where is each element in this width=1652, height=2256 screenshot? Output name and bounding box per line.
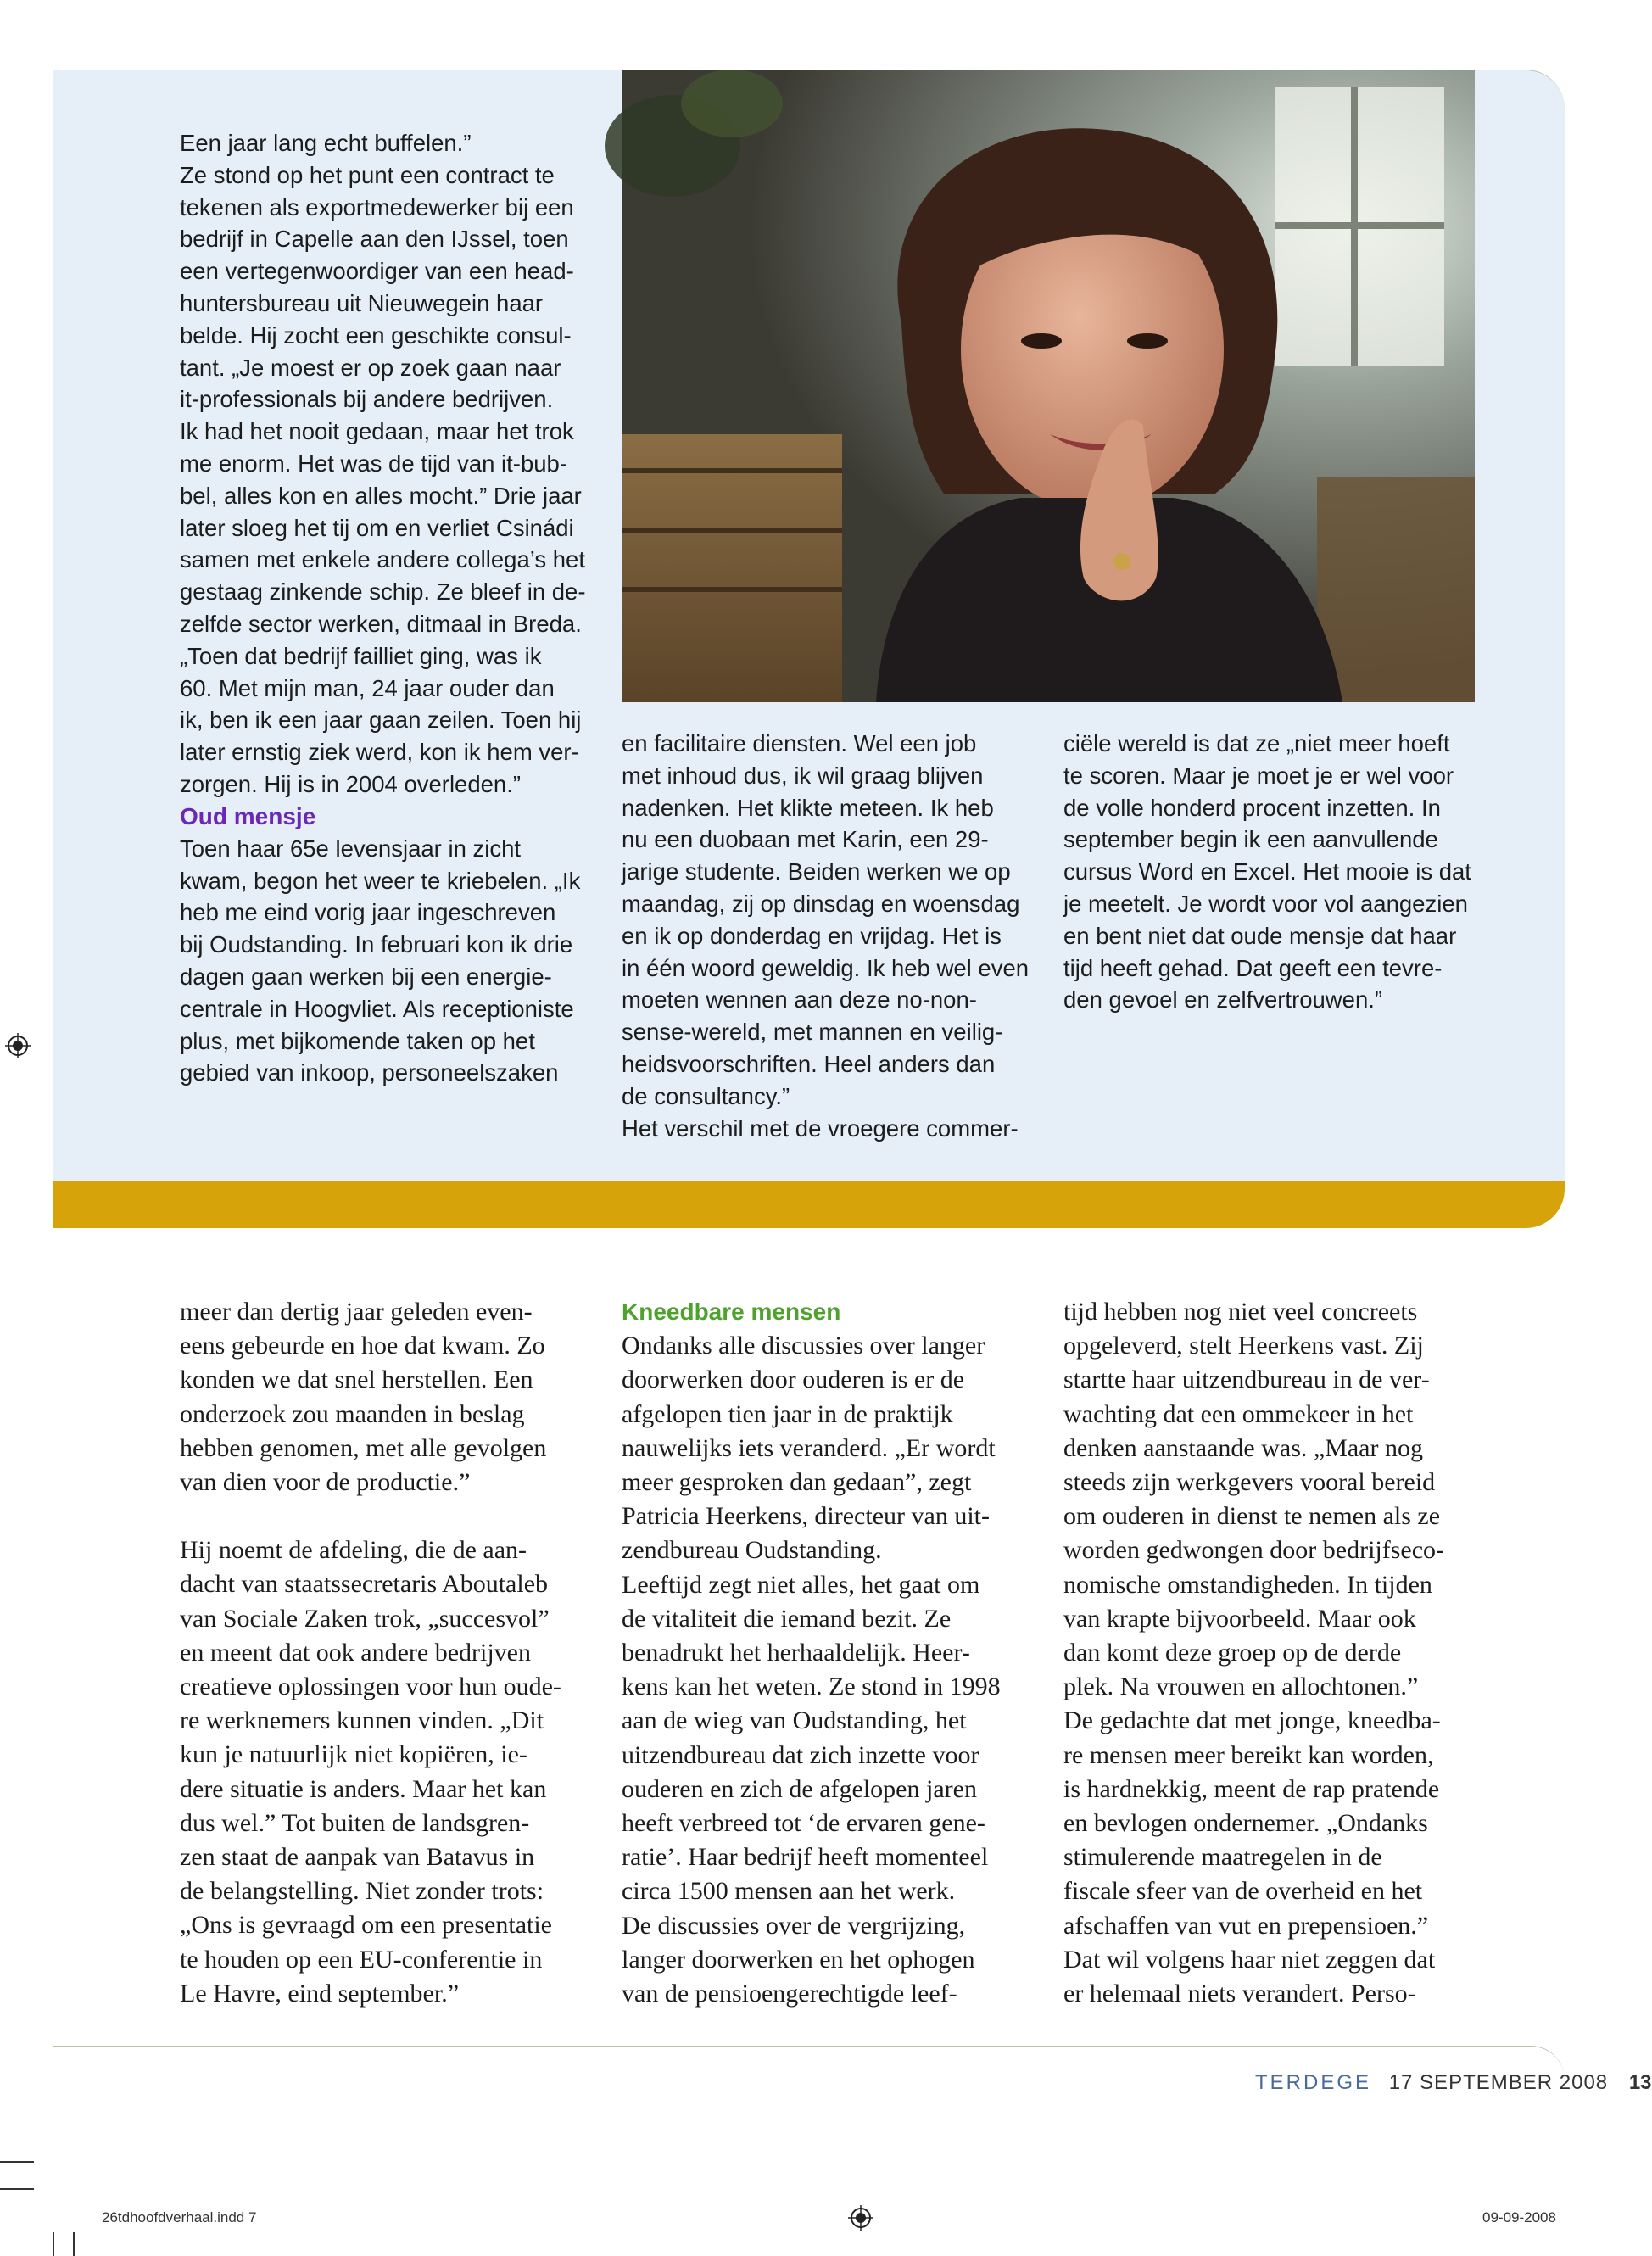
- body-col1-paragraph-2: Hij noemt de afdeling, die de aan- dacht van staatssecretaris Aboutaleb van Sociale Zaken trok, „succesvol” en meent dat ook andere bedrijven creatieve oplossingen voor hun oude- re werknemers kunnen vinden. „Dit kun je natuurlijk niet kopiëren, ie- dere situatie is anders. Maar het kan dus wel.” Tot buiten de landsgren- zen staat de aanpak van Batavus in de belangstelling. Niet zonder trots: „Ons is gevraagd om een presentatie te houden op een EU-conferentie in Le Havre, eind september.”: [180, 1536, 561, 2008]
- magazine-name: TERDEGE: [1255, 2071, 1372, 2094]
- crop-mark: [53, 2232, 54, 2256]
- page-folio: [1255, 2071, 1652, 2095]
- gold-divider-band: [53, 1181, 1565, 1228]
- slug-filename: 26tdhoofdverhaal.indd 7: [102, 2209, 257, 2225]
- panel-col3-paragraph: ciële wereld is dat ze „niet meer hoeft te scoren. Maar je moet je er wel voor de volle honderd procent inzetten. In september begin ik een aanvullende cursus Word en Excel. Het mooie is dat je meetelt. Je wordt voor vol aangezien en bent niet dat oude mensje dat haar tijd heeft gehad. Dat geeft een tevre- den gevoel en zelfvertrouwen.”: [1063, 730, 1471, 1014]
- subhead-kneedbare-mensen: Kneedbare mensen: [622, 1298, 841, 1325]
- registration-mark-icon: [848, 2205, 873, 2231]
- body-col3-paragraph: tijd hebben nog niet veel concreets opgeleverd, stelt Heerkens vast. Zij startte haar uitzendbureau in de ver- wachting dat een ommekeer in het denken aanstaande was. „Maar nog steeds zijn werkgevers vooral bereid om ouderen in dienst te nemen als ze worden gedwongen door bedrijfseco- nomische omstandigheden. In tijden van krapte bijvoorbeeld. Maar ook dan komt deze groep op de derde plek. Na vrouwen en allochtonen.” De gedachte dat met jonge, kneedba- re mensen meer bereikt kan worden, is hardnekkig, meent de rap pratende en bevlogen ondernemer. „Ondanks stimulerende maatregelen in de fiscale sfeer van de overheid en het afschaffen van vut en prepensioen.” Dat wil volgens haar niet zeggen dat er helemaal niets verandert. Perso-: [1063, 1298, 1445, 2008]
- panel-col1-paragraph-2: Toen haar 65e levensjaar in zicht kwam, begon het weer te kriebelen. „Ik heb me eind vorig jaar ingeschreven bij Oudstanding. In februari kon ik drie dagen gaan werken bij een energie- centrale in Hoogvliet. Als receptioniste plus, met bijkomende taken op het gebied van inkoop, personeelszaken: [180, 835, 581, 1086]
- panel-col2-paragraph: en facilitaire diensten. Wel een job met inhoud dus, ik wil graag blijven nadenken. Het klikte meteen. Ik heb nu een duobaan met Karin, een 29- jarige studente. Beiden werken we op maandag, zij op dinsdag en woensdag en ik op donderdag en vrijdag. Het is in één woord geweldig. Ik heb wel even moeten wennen aan deze no-non- sense-wereld, met mannen en veilig- heidsvoorschriften. Heel anders dan de consultancy.” Het verschil met de vroegere commer-: [622, 730, 1030, 1142]
- panel-column-2: [622, 728, 1046, 1144]
- body-column-2: [622, 1295, 1050, 2011]
- issue-date: 17 SEPTEMBER 2008: [1388, 2071, 1609, 2094]
- crop-mark: [0, 2188, 34, 2190]
- body-column-1: [180, 1295, 608, 2011]
- registration-mark-icon: [5, 1033, 31, 1058]
- body-col1-paragraph-1: meer dan dertig jaar geleden even- eens gebeurde en hoe dat kwam. Zo konden we dat snel herstellen. Een onderzoek zou maanden in beslag hebben genomen, met alle gevolgen van dien voor de productie.”: [180, 1298, 547, 1497]
- crop-mark: [0, 2161, 34, 2163]
- portrait-photo: [622, 70, 1475, 702]
- subhead-oud-mensje: Oud mensje: [180, 802, 316, 829]
- panel-col1-paragraph-1: Een jaar lang echt buffelen.” Ze stond op het punt een contract te tekenen als exportmedewerker bij een bedrijf in Capelle aan den IJssel, toen een vertegenwoordiger van een head- huntersbureau uit Nieuwegein haar belde. Hij zocht een geschikte consul- tant. „Je moest er op zoek gaan naar it-professionals bij andere bedrijven. Ik had het nooit gedaan, maar het trok me enorm. Het was de tijd van it-bub- bel, alles kon en alles mocht.” Drie jaar later sloeg het tij om en verliet Csinádi samen met enkele andere collega’s het gestaag zinkende schip. Ze bleef in de- zelfde sector werken, ditmaal in Breda. „Toen dat bedrijf failliet ging, was ik 60. Met mijn man, 24 jaar ouder dan ik, ben ik een jaar gaan zeilen. Toen hij later ernstig ziek werd, kon ik hem ver- zorgen. Hij is in 2004 overleden.”: [180, 130, 586, 797]
- crop-mark: [73, 2232, 75, 2256]
- panel-column-3: [1063, 728, 1487, 1016]
- panel-column-1: [180, 127, 604, 1089]
- slug-date: 09-09-2008: [1482, 2209, 1556, 2225]
- body-column-3: [1063, 1295, 1504, 2011]
- body-col2-paragraph: Ondanks alle discussies over langer doorwerken door ouderen is er de afgelopen tien jaar in de praktijk nauwelijks iets veranderd. „Er wordt meer gesproken dan gedaan”, zegt Patricia Heerkens, directeur van uit- zendbureau Oudstanding. Leeftijd zegt niet alles, het gaat om de vitaliteit die iemand bezit. Ze benadrukt het herhaaldelijk. Heer- kens kan het weten. Ze stond in 1998 aan de wieg van Oudstanding, het uitzendbureau dat zich inzette voor ouderen en zich de afgelopen jaren heeft verbreed tot ‘de ervaren gene- ratie’. Haar bedrijf heeft momenteel circa 1500 mensen aan het werk. De discussies over de vergrijzing, langer doorwerken en het ophogen van de pensioengerechtigde leef-: [622, 1332, 1001, 2008]
- page-number: 13: [1628, 2071, 1652, 2094]
